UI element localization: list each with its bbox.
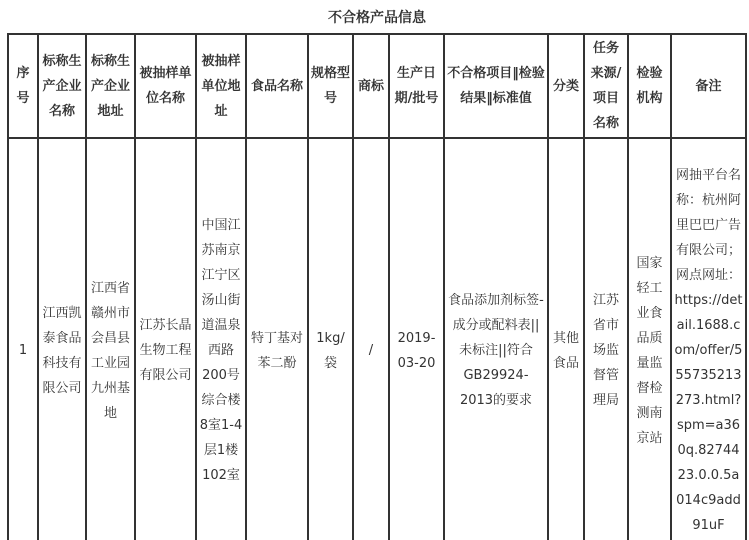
column-header-index: 序号: [8, 34, 38, 138]
column-header-spec-model: 规格型号: [308, 34, 353, 138]
cell-task-source-project: 江苏省市场监督管理局: [584, 138, 628, 540]
table-row: [8, 138, 746, 540]
cell-manufacturer-name: 江西凯泰食品科技有限公司: [38, 138, 86, 540]
column-header-trademark: 商标: [353, 34, 389, 138]
column-header-inspection-agency: 检验机构: [628, 34, 671, 138]
column-header-sampled-unit-name: 被抽样单位名称: [135, 34, 196, 138]
cell-remarks: 网抽平台名称：杭州阿里巴巴广告有限公司；网点网址：https://detail.1688.com/offer/555735213273.html?spm=a360q.8274423.0.0.5a014c9add91uF: [671, 138, 746, 540]
column-header-manufacturer-address: 标称生产企业地址: [86, 34, 135, 138]
column-header-remarks: 备注: [671, 34, 746, 138]
column-header-production-date-batch: 生产日期/批号: [389, 34, 444, 138]
cell-sampled-unit-address: 中国江苏南京江宁区汤山街道温泉西路200号综合楼8室1-4层1楼102室: [196, 138, 246, 540]
cell-production-date-batch: 2019-03-20: [389, 138, 444, 540]
column-header-food-name: 食品名称: [246, 34, 308, 138]
cell-trademark: /: [353, 138, 389, 540]
cell-sampled-unit-name: 江苏长晶生物工程有限公司: [135, 138, 196, 540]
table-title: 不合格产品信息: [328, 10, 426, 26]
column-header-manufacturer-name: 标称生产企业名称: [38, 34, 86, 138]
cell-category: 其他食品: [548, 138, 584, 540]
cell-manufacturer-address: 江西省赣州市会昌县工业园九州基地: [86, 138, 135, 540]
column-header-task-source-project: 任务来源/项目名称: [584, 34, 628, 138]
column-header-failed-item-result-standard: 不合格项目‖检验结果‖标准值: [444, 34, 548, 138]
cell-inspection-agency: 国家轻工业食品质量监督检测南京站: [628, 138, 671, 540]
cell-spec-model: 1kg/袋: [308, 138, 353, 540]
column-header-sampled-unit-address: 被抽样单位地址: [196, 34, 246, 138]
header-row: [8, 34, 746, 138]
table-body: [8, 138, 746, 540]
cell-failed-item-result-standard: 食品添加剂标签-成分或配料表||未标注||符合GB29924-2013的要求: [444, 138, 548, 540]
cell-food-name: 特丁基对苯二酚: [246, 138, 308, 540]
product-table: [7, 33, 747, 540]
column-header-category: 分类: [548, 34, 584, 138]
cell-index: 1: [8, 138, 38, 540]
